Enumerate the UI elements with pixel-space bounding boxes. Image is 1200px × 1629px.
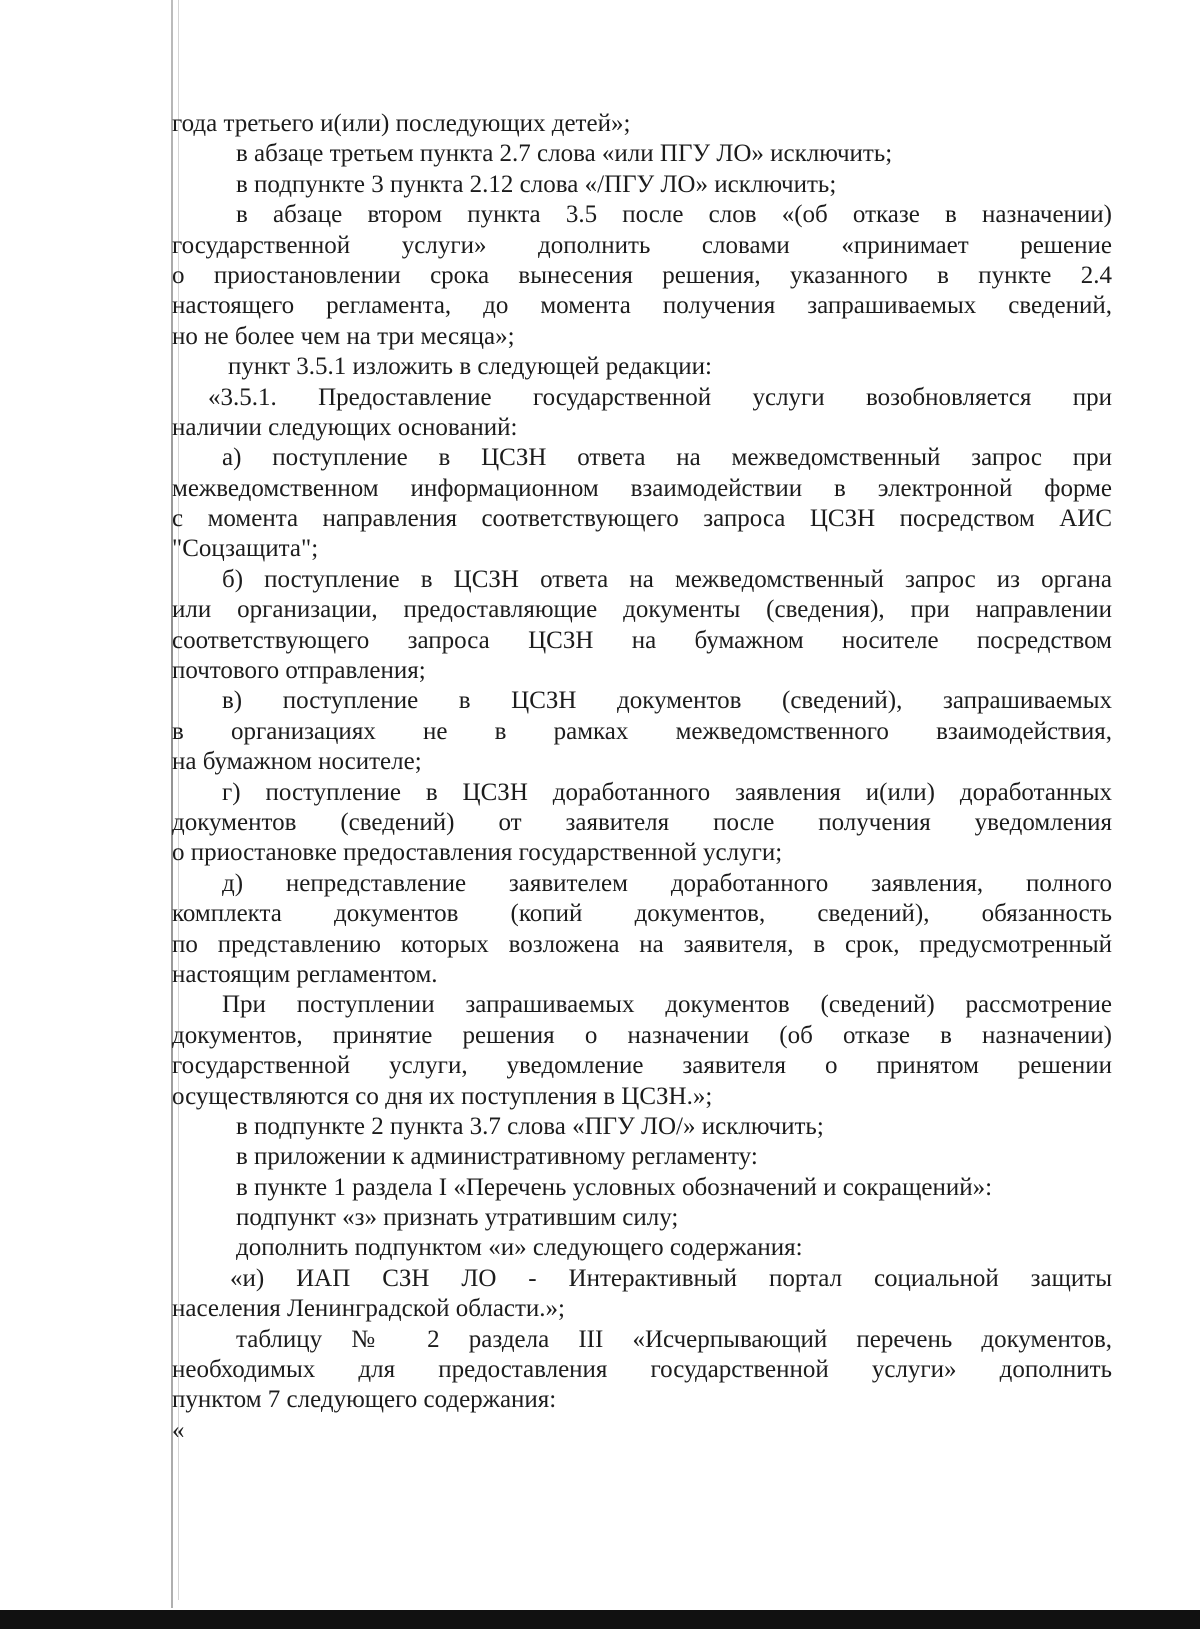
text-line: «: [172, 1416, 185, 1444]
text-line: о приостановке предоставления государственной услуги;: [172, 839, 783, 867]
scan-bottom-border: [0, 1610, 1200, 1629]
text-line: на бумажном носителе;: [172, 748, 422, 776]
text-line: но не более чем на три месяца»;: [172, 322, 515, 350]
text-line: подпункт «з» признать утратившим силу;: [236, 1204, 679, 1232]
text-line: в пункте 1 раздела I «Перечень условных обозначений и сокращений»:: [236, 1173, 993, 1201]
text-line: «3.5.1. Предоставление государственной услуги возобновляется при: [208, 383, 1112, 411]
text-line: года третьего и(или) последующих детей»;: [172, 110, 631, 137]
text-line: наличии следующих оснований:: [172, 413, 518, 441]
text-line: в абзаце третьем пункта 2.7 слова «или ПГУ ЛО» исключить;: [236, 140, 893, 168]
text-line: в) поступление в ЦСЗН документов (сведений), запрашиваемых: [222, 687, 1112, 715]
text-line: необходимых для предоставления государственной услуги» дополнить: [172, 1356, 1112, 1384]
text-line: г) поступление в ЦСЗН доработанного заявления и(или) доработанных: [222, 778, 1112, 806]
text-line: с момента направления соответствующего запроса ЦСЗН посредством АИС: [172, 505, 1112, 533]
text-line: При поступлении запрашиваемых документов (сведений) рассмотрение: [222, 991, 1112, 1019]
text-line: б) поступление в ЦСЗН ответа на межведомственный запрос из органа: [222, 565, 1112, 593]
text-line: пункт 3.5.1 изложить в следующей редакции:: [228, 353, 712, 381]
text-line: почтового отправления;: [172, 657, 426, 685]
text-line: или организации, предоставляющие документы (сведения), при направлении: [172, 596, 1112, 624]
text-line: таблицу № 2 раздела III «Исчерпывающий перечень документов,: [236, 1325, 1112, 1353]
text-line: государственной услуги» дополнить словами «принимает решение: [172, 231, 1112, 259]
text-line: межведомственном информационном взаимодействии в электронной форме: [172, 474, 1112, 502]
text-line: комплекта документов (копий документов, сведений), обязанность: [172, 900, 1112, 928]
text-line: а) поступление в ЦСЗН ответа на межведомственный запрос при: [222, 444, 1112, 472]
text-line: документов, принятие решения о назначении (об отказе в назначении): [172, 1021, 1112, 1049]
text-line: в организациях не в рамках межведомственного взаимодействия,: [172, 717, 1112, 745]
text-line: в подпункте 3 пункта 2.12 слова «/ПГУ ЛО» исключить;: [236, 170, 837, 198]
text-line: настоящим регламентом.: [172, 960, 438, 988]
text-line: дополнить подпунктом «и» следующего содержания:: [236, 1234, 803, 1262]
text-line: в приложении к административному регламенту:: [236, 1143, 758, 1171]
text-line: д) непредставление заявителем доработанного заявления, полного: [222, 869, 1112, 897]
text-line: пунктом 7 следующего содержания:: [172, 1386, 557, 1414]
text-line: "Соцзащита";: [172, 535, 319, 563]
text-line: государственной услуги, уведомление заявителя о принятом решении: [172, 1052, 1112, 1080]
text-line: настоящего регламента, до момента получения запрашиваемых сведений,: [172, 292, 1112, 320]
text-line: по представлению которых возложена на заявителя, в срок, предусмотренный: [172, 930, 1112, 958]
text-line: в абзаце втором пункта 3.5 после слов «(об отказе в назначении): [236, 201, 1112, 229]
text-line: о приостановлении срока вынесения решения, указанного в пункте 2.4: [172, 261, 1112, 289]
text-line: соответствующего запроса ЦСЗН на бумажном носителе посредством: [172, 626, 1112, 654]
text-line: в подпункте 2 пункта 3.7 слова «ПГУ ЛО/» исключить;: [236, 1112, 824, 1140]
text-line: документов (сведений) от заявителя после получения уведомления: [172, 808, 1112, 836]
text-line: населения Ленинградской области.»;: [172, 1295, 566, 1323]
document-body: [172, 109, 1112, 1446]
text-line: «и) ИАП СЗН ЛО - Интерактивный портал социальной защиты: [230, 1264, 1112, 1292]
text-line: осуществляются со дня их поступления в ЦСЗН.»;: [172, 1082, 713, 1110]
